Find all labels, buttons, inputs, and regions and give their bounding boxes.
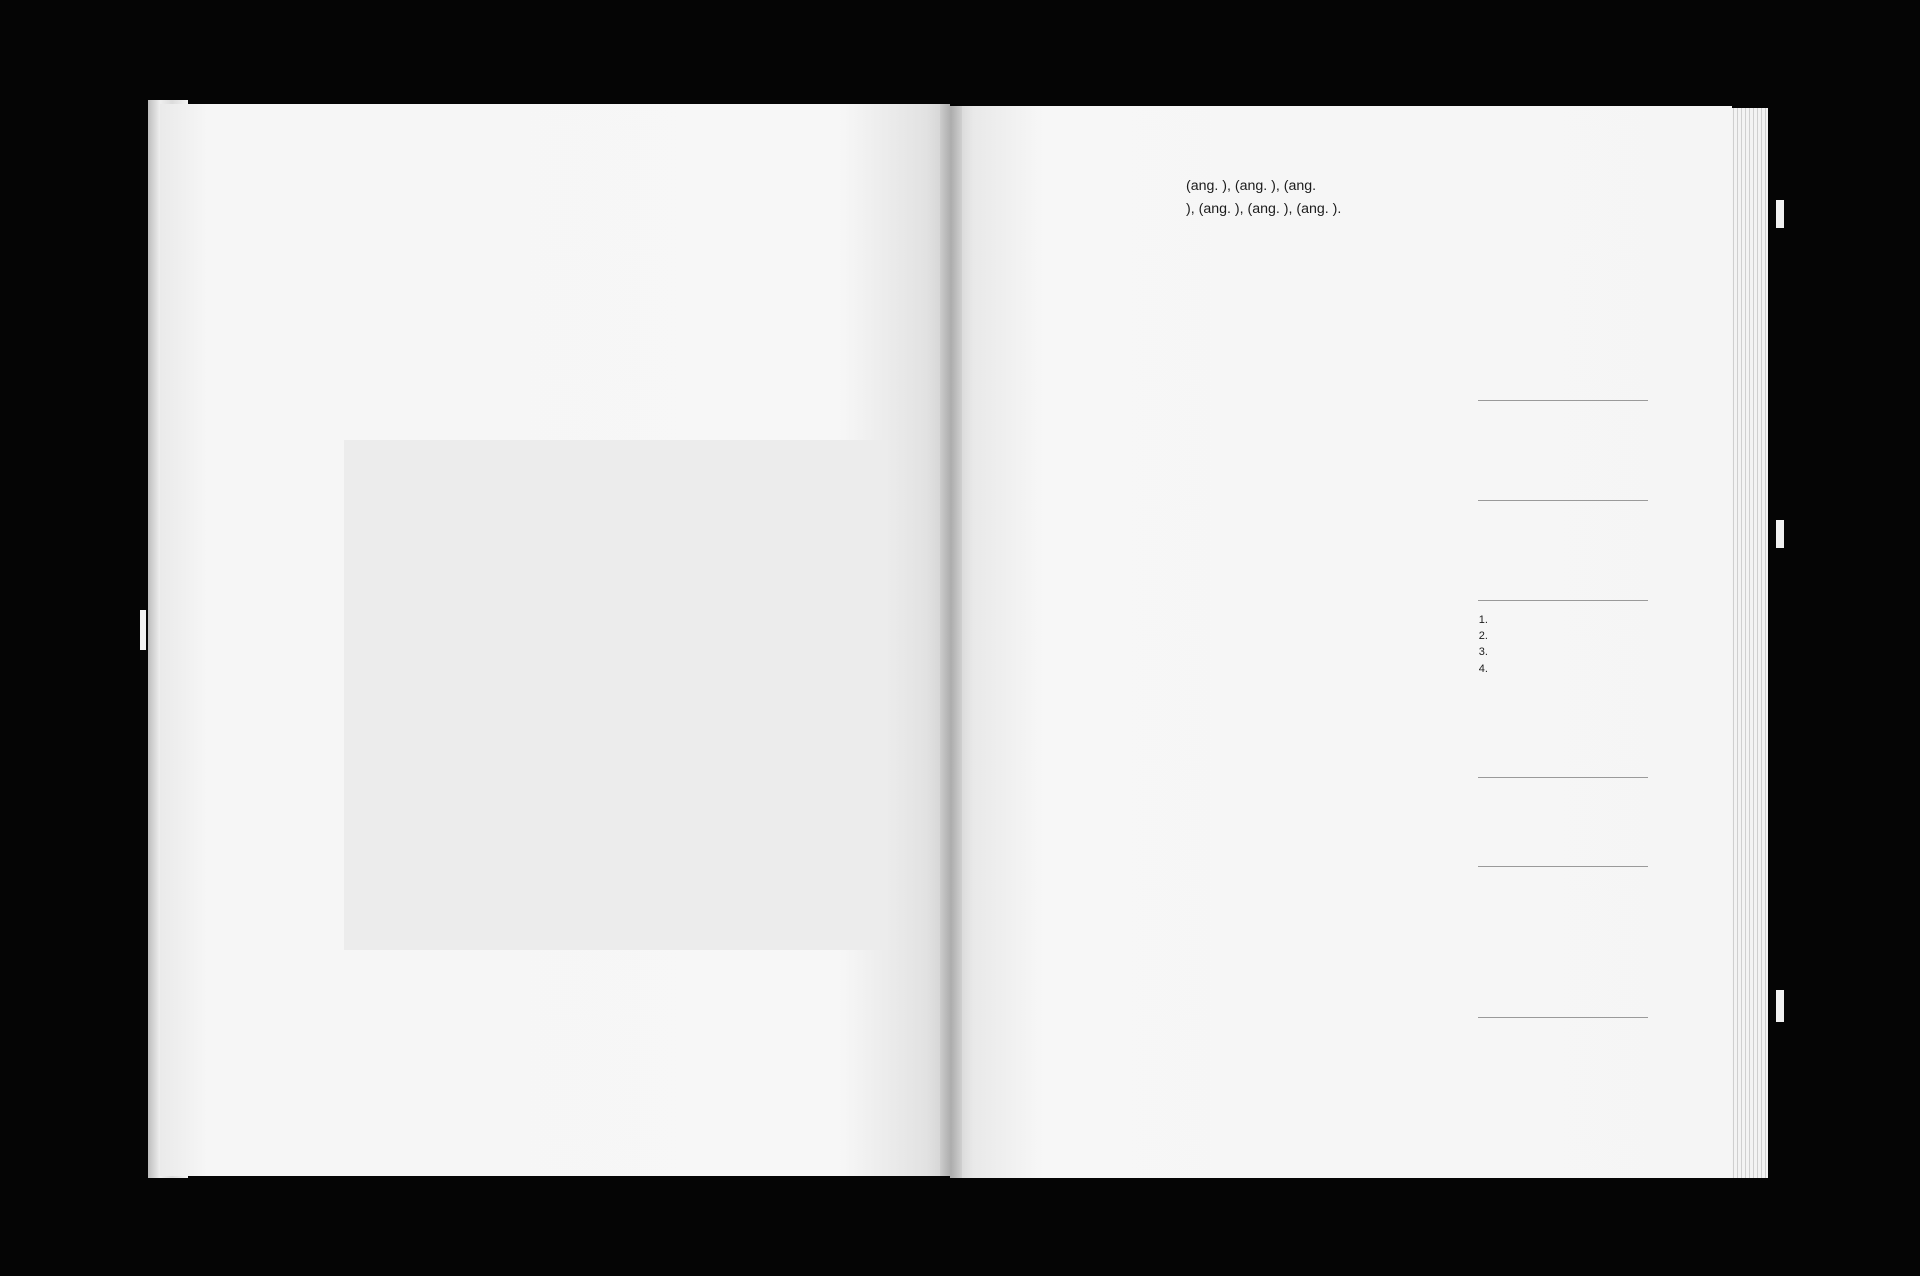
details-item [1491,644,1648,660]
timeline-figure [344,440,884,950]
background-stripe [1776,990,1784,1022]
background-stripe [1776,520,1784,548]
details-item [1491,628,1648,644]
right-footer [1186,1128,1200,1140]
note-details [1478,612,1648,677]
divider [1478,400,1648,401]
divider [1478,1017,1648,1018]
rp-line-6: ), (ang. ), (ang. ), (ang. ). [1186,200,1342,217]
details-item [1491,661,1648,677]
right-paragraph [1186,175,1652,220]
cedars-chart [1098,398,1456,1018]
divider [1478,600,1648,601]
background-stripe [1776,200,1784,228]
divider [1478,500,1648,501]
details-item [1491,612,1648,628]
divider [1478,777,1648,778]
details-list [1478,612,1648,677]
rp-line-5: (ang. ), (ang. ), (ang. [1186,178,1317,194]
divider [1478,866,1648,867]
left-footer [430,1126,444,1138]
book-gutter [940,104,962,1178]
timeline-svg [344,440,884,950]
background-stripe [140,610,146,650]
